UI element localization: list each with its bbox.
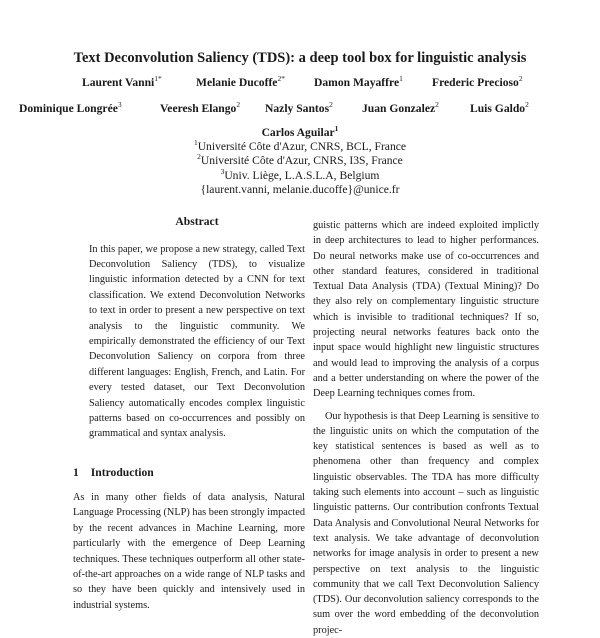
author: Luis Galdo$^2$ — [470, 100, 529, 115]
affiliations — [0, 126, 600, 197]
author: Juan Gonzalez$^2$ — [362, 100, 439, 115]
paragraph: Our hypothesis is that Deep Learning is sensitive to the linguistic units on which the computation of the key statistical sentences is based as well as to phenomena other than frequency and complex linguistic observables. The TDA has more difficulty taking such elements into account – such as linguistic linguistic patterns. Our contribution confronts Textual Data Analysis and Convolutional Neural Networks for text analysis. We take advantage of deconvolution networks for image analysis in order to present a new perspective on text analysis to the linguistic community that we call Text Deconvolution Saliency (TDS). Our deconvolution saliency corresponds to the sum over the word embedding of the deconvolution projec- — [313, 410, 539, 636]
paragraph: guistic patterns which are indeed exploited implictly in deep architectures to lead to higher performances. Do neural networks make use of co-occurrences and other standard features, considered in traditional Textual Data Analysis (TDA) (Textual Mining)? Do they also rely on complementary linguistic structure which is invisible to traditional techniques? If so, projecting neural networks features back onto the input space would highlight new linguistic structures and would lead to improving the analysis of a corpus and a better understanding on where the power of the Deep Learning techniques comes from. — [313, 220, 539, 400]
abstract-heading: Abstract — [175, 215, 219, 228]
abstract-text: In this paper, we propose a new strategy, called Text Deconvolution Saliency (TDS), to visualize linguistic information detected by a CNN for text classification. We extend Deconvolution Networks to text in order to present a new perspective on text analysis to the linguistic community. We empirically demonstrated the efficiency of our Text Deconvolution Saliency on corpora from three different languages: English, French, and Latin. For every tested dataset, our Text Deconvolution Saliency automatically encodes complex linguistic patterns based on co-occurrences and possibly on grammatical and syntax analysis. — [89, 243, 305, 440]
introduction-heading: 1 Introduction — [73, 466, 154, 479]
author: Nazly Santos$^2$ — [265, 100, 333, 115]
author: Laurent Vanni$^{1*}$ — [82, 74, 162, 89]
introduction-text: As in many other fields of data analysis, Natural Language Processing (NLP) has been strongly impacted by the recent advances in Machine Learning, more particularly with the emergence of Deep Learning techniques. These techniques outperform all other state-of-the-art approaches on a wide range of NLP tasks and so they have been quickly and intensively used in industrial systems. — [73, 492, 305, 611]
affiliation: $^1$Université Côte d'Azur, CNRS, BCL, France — [193, 138, 407, 154]
author: Frederic Precioso$^2$ — [432, 74, 523, 89]
paper-title: Text Deconvolution Saliency (TDS): a deep tool box for linguistic analysis — [73, 50, 527, 66]
author: Carlos Aguilar$^1$ — [261, 124, 339, 139]
author: Melanie Ducoffe$^{2*}$ — [196, 74, 285, 89]
abstract-section — [89, 214, 305, 442]
right-column — [313, 218, 539, 638]
author: Veeresh Elango$^2$ — [160, 100, 241, 115]
author: Dominique Longrée$^3$ — [19, 100, 122, 115]
email: {laurent.vanni, melanie.ducoffe}@unice.fr — [200, 182, 400, 196]
affiliation: $^2$Université Côte d'Azur, CNRS, I3S, France — [197, 152, 403, 168]
author: Damon Mayaffre$^1$ — [314, 74, 403, 89]
affiliation: $^3$Univ. Liège, L.A.S.L.A, Belgium — [220, 166, 380, 182]
